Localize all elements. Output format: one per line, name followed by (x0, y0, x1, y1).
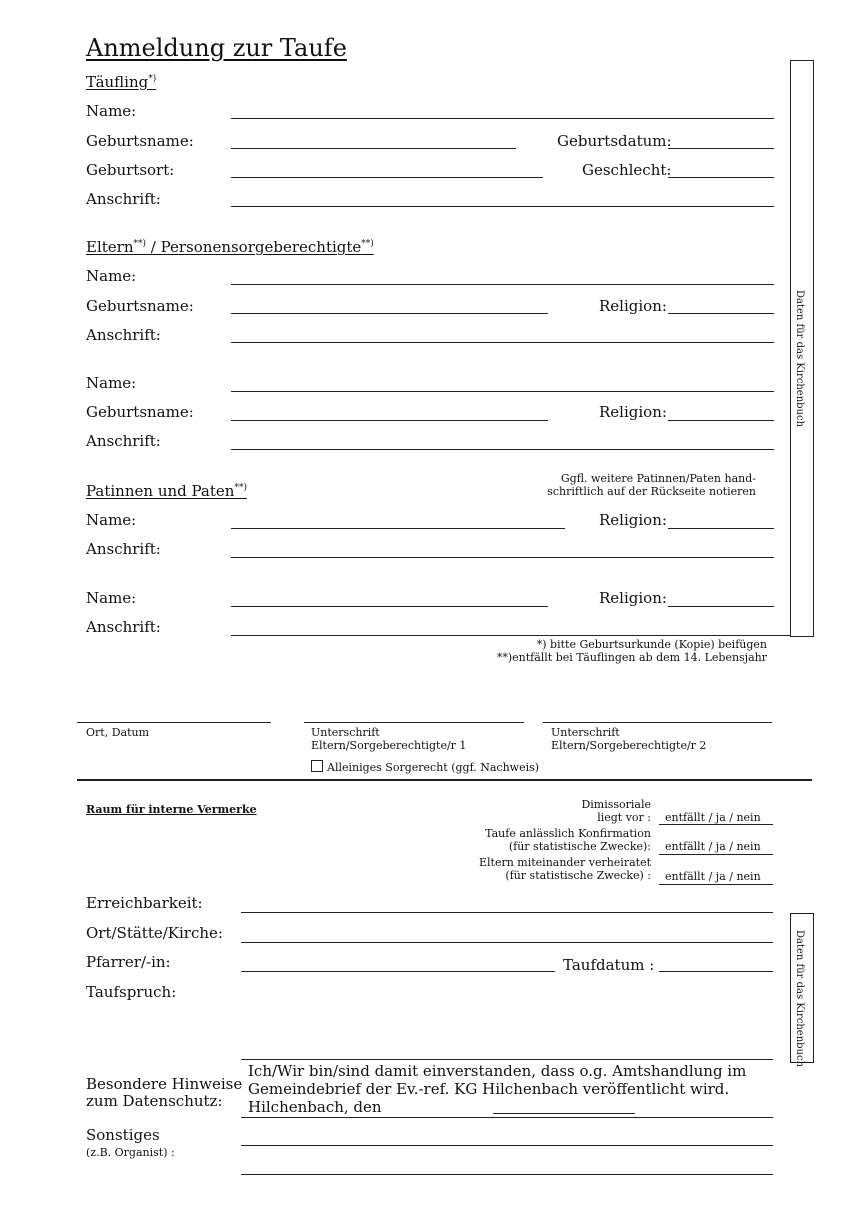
pate1-religion-field[interactable] (668, 528, 774, 529)
pate2-religion-field[interactable] (668, 606, 774, 607)
eltern2-religion-field[interactable] (668, 420, 774, 421)
eltern1-geburtsname-label: Geburtsname: (86, 297, 194, 315)
eltern1-religion-field[interactable] (668, 313, 774, 314)
unterschrift1-line[interactable] (304, 722, 524, 723)
consent-bottom-line (241, 1117, 773, 1118)
page-title: Anmeldung zur Taufe (86, 34, 347, 62)
sonstiges-label: Sonstiges (86, 1126, 160, 1144)
pate1-religion-label: Religion: (599, 511, 667, 529)
footnotes: *) bitte Geburtsurkunde (Kopie) beifügen **)entfällt bei Täuflingen ab dem 14. Lebensjahr (496, 638, 767, 664)
eltern1-name-field[interactable] (231, 284, 774, 285)
konfirmation-line (659, 854, 773, 855)
taeufling-geburtsdatum-field[interactable] (668, 148, 774, 149)
alleiniges-sorgerecht[interactable]: Alleiniges Sorgerecht (ggf. Nachweis) (311, 760, 539, 774)
eltern2-anschrift-label: Anschrift: (86, 432, 161, 450)
eltern2-geburtsname-field[interactable] (231, 420, 548, 421)
pate2-religion-label: Religion: (599, 589, 667, 607)
divider (77, 779, 812, 781)
eltern2-name-label: Name: (86, 374, 137, 392)
unterschrift1-label: Unterschrift Eltern/Sorgeberechtigte/r 1 (311, 726, 467, 752)
pate2-name-field[interactable] (231, 606, 548, 607)
dimissoriale-label: Dimissoriale liegt vor : (581, 798, 651, 824)
verheiratet-choice[interactable]: entfällt / ja / nein (665, 870, 761, 883)
datenschutz-label: Besondere Hinweise zum Datenschutz: (86, 1075, 243, 1110)
section-intern: Raum für interne Vermerke (86, 803, 257, 816)
dimissoriale-line (659, 824, 773, 825)
konfirmation-label: Taufe anlässlich Konfirmation (für statistische Zwecke): (485, 827, 651, 853)
sidebar-label-bottom: Daten für das Kirchenbuch (794, 930, 805, 1068)
taufdatum-field[interactable] (659, 971, 773, 972)
taeufling-geburtsname-field[interactable] (231, 148, 516, 149)
pate1-anschrift-label: Anschrift: (86, 540, 161, 558)
section-paten: Patinnen und Paten**) (86, 482, 247, 500)
taeufling-geburtsname-label: Geburtsname: (86, 132, 194, 150)
consent-text: Ich/Wir bin/sind damit einverstanden, dass o.g. Amtshandlung im Gemeindebrief der Ev.-ref. KG Hilchenbach veröffentlicht wird. Hilchenbach, den (248, 1062, 747, 1116)
eltern1-anschrift-field[interactable] (231, 342, 774, 343)
ort-datum-line[interactable] (77, 722, 271, 723)
ort-kirche-label: Ort/Stätte/Kirche: (86, 924, 223, 942)
eltern2-name-field[interactable] (231, 391, 774, 392)
eltern2-geburtsname-label: Geburtsname: (86, 403, 194, 421)
pate2-name-label: Name: (86, 589, 137, 607)
taeufling-geburtsdatum-label: Geburtsdatum: (557, 132, 672, 150)
pfarrer-label: Pfarrer/-in: (86, 953, 171, 971)
alleiniges-checkbox[interactable] (311, 760, 323, 772)
konfirmation-choice[interactable]: entfällt / ja / nein (665, 840, 761, 853)
taeufling-anschrift-field[interactable] (231, 206, 774, 207)
taeufling-geschlecht-field[interactable] (668, 177, 774, 178)
eltern1-geburtsname-field[interactable] (231, 313, 548, 314)
taeufling-anschrift-label: Anschrift: (86, 190, 161, 208)
taeufling-geburtsort-field[interactable] (231, 177, 543, 178)
consent-date-field[interactable] (493, 1113, 635, 1114)
taeufling-name-label: Name: (86, 102, 137, 120)
pate2-anschrift-field[interactable] (231, 635, 791, 636)
eltern1-religion-label: Religion: (599, 297, 667, 315)
taeufling-name-field[interactable] (231, 118, 774, 119)
verheiratet-label: Eltern miteinander verheiratet (für statistische Zwecke) : (478, 856, 651, 882)
sonstiges-sub-label: (z.B. Organist) : (86, 1146, 175, 1159)
taeufling-geburtsort-label: Geburtsort: (86, 161, 175, 179)
eltern1-anschrift-label: Anschrift: (86, 326, 161, 344)
sonstiges-field-2[interactable] (241, 1174, 773, 1175)
pate2-anschrift-label: Anschrift: (86, 618, 161, 636)
sidebar-label-top: Daten für das Kirchenbuch (794, 290, 805, 428)
ort-datum-label: Ort, Datum (86, 726, 150, 739)
section-eltern: Eltern**) / Personensorgeberechtigte**) (86, 238, 374, 256)
unterschrift2-line[interactable] (543, 722, 772, 723)
dimissoriale-choice[interactable]: entfällt / ja / nein (665, 811, 761, 824)
eltern2-anschrift-field[interactable] (231, 449, 774, 450)
erreichbarkeit-label: Erreichbarkeit: (86, 894, 203, 912)
taufspruch-field[interactable] (241, 1059, 773, 1060)
taufdatum-label: Taufdatum : (563, 956, 655, 974)
verheiratet-line (659, 884, 773, 885)
pate1-name-label: Name: (86, 511, 137, 529)
pate1-name-field[interactable] (231, 528, 565, 529)
section-taeufling: Täufling*) (86, 73, 157, 91)
erreichbarkeit-field[interactable] (241, 912, 773, 913)
pfarrer-field[interactable] (241, 971, 555, 972)
eltern2-religion-label: Religion: (599, 403, 667, 421)
eltern1-name-label: Name: (86, 267, 137, 285)
taeufling-geschlecht-label: Geschlecht: (582, 161, 672, 179)
unterschrift2-label: Unterschrift Eltern/Sorgeberechtigte/r 2 (551, 726, 707, 752)
paten-note: Ggfl. weitere Patinnen/Paten hand- schriftlich auf der Rückseite notieren (547, 472, 756, 498)
sonstiges-field-1[interactable] (241, 1145, 773, 1146)
pate1-anschrift-field[interactable] (231, 557, 774, 558)
taufspruch-label: Taufspruch: (86, 983, 177, 1001)
ort-kirche-field[interactable] (241, 942, 773, 943)
